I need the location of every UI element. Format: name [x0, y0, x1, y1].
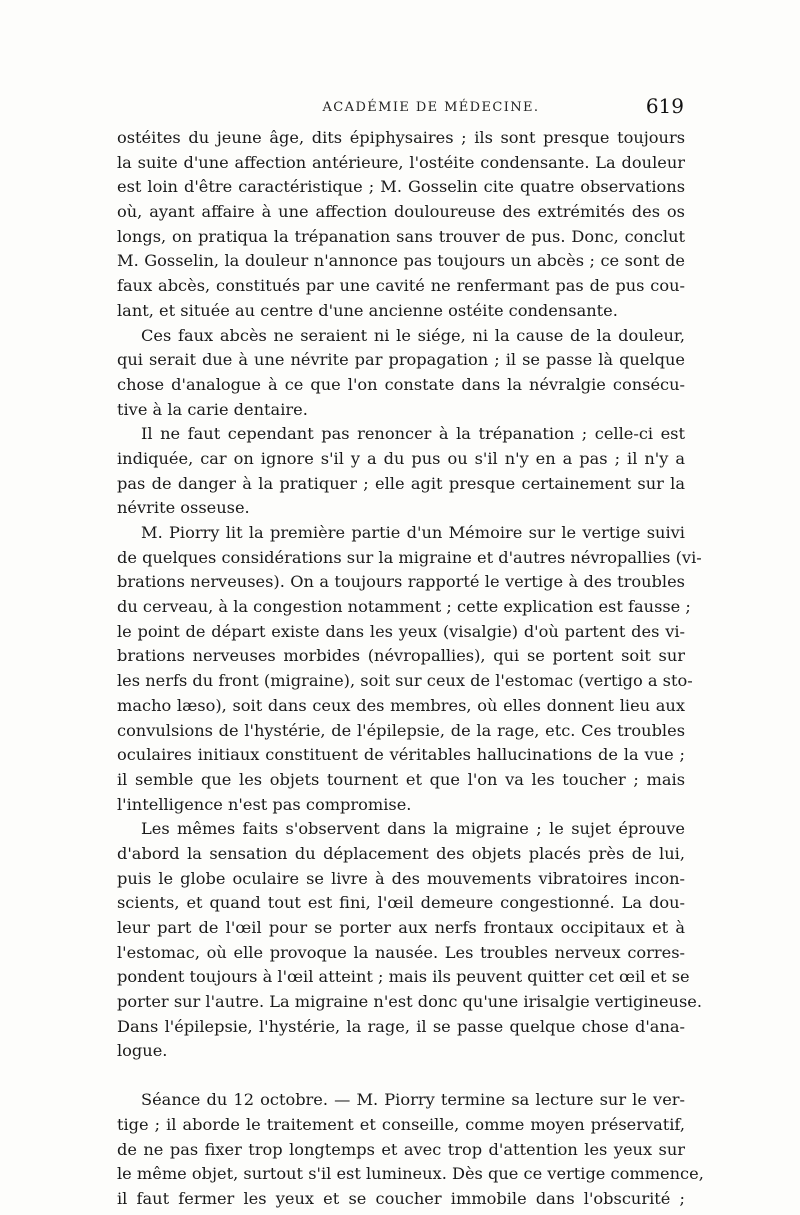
text-line: le même objet, surtout s'il est lumineux. Dès que ce vertige commence,	[117, 1164, 704, 1184]
text-line: les nerfs du front (migraine), soit sur ceux de l'estomac (vertigo a sto-	[117, 671, 693, 691]
text-line: pas de danger à la pratiquer ; elle agit presque certainement sur la	[117, 473, 685, 493]
text-line: porter sur l'autre. La migraine n'est donc qu'une irisalgie vertigineuse.	[117, 992, 703, 1012]
text-line: Ces faux abcès ne seraient ni le siége, ni la cause de la douleur,	[141, 325, 685, 345]
body-text	[117, 126, 704, 1212]
text-line: logue.	[117, 1041, 168, 1061]
running-head	[118, 92, 684, 122]
text-line: est loin d'être caractéristique ; M. Gosselin cite quatre observations	[117, 177, 685, 197]
text-line: oculaires initiaux constituent de véritables hallucinations de la vue ;	[117, 745, 685, 765]
text-line: Séance du 12 octobre. — M. Piorry termine sa lecture sur le ver-	[141, 1090, 685, 1110]
text-line: chose d'analogue à ce que l'on constate dans la névralgie consécu-	[117, 374, 685, 394]
page-number: 619	[645, 94, 684, 118]
text-line: d'abord la sensation du déplacement des objets placés près de lui,	[117, 843, 685, 863]
text-line: le point de départ existe dans les yeux (visalgie) d'où partent des vi-	[117, 621, 685, 641]
paragraph-gap	[117, 1064, 685, 1088]
text-line: M. Piorry lit la première partie d'un Mémoire sur le vertige suivi	[141, 523, 685, 542]
running-title: ACADÉMIE DE MÉDECINE.	[322, 100, 540, 115]
text-line: lant, et située au centre d'une ancienne ostéite condensante.	[117, 300, 618, 320]
text-line: Dans l'épilepsie, l'hystérie, la rage, il se passe quelque chose d'ana-	[117, 1016, 685, 1036]
text-line: il faut fermer les yeux et se coucher immobile dans l'obscurité ;	[117, 1188, 685, 1208]
text-line: scients, et quand tout est fini, l'œil demeure congestionné. La dou-	[117, 893, 685, 913]
text-line: névrite osseuse.	[117, 498, 250, 518]
text-line: pondent toujours à l'œil atteint ; mais ils peuvent quitter cet œil et se	[117, 967, 690, 987]
text-line: M. Gosselin, la douleur n'annonce pas toujours un abcès ; ce sont de	[117, 251, 685, 271]
text-line: de quelques considérations sur la migraine et d'autres névropallies (vi-	[117, 547, 702, 567]
text-line: l'intelligence n'est pas compromise.	[117, 794, 412, 814]
text-line: Les mêmes faits s'observent dans la migraine ; le sujet éprouve	[141, 819, 685, 839]
text-line: brations nerveuses). On a toujours rapporté le vertige à des troubles	[117, 572, 685, 592]
text-line: de ne pas fixer trop longtemps et avec trop d'attention les yeux sur	[117, 1139, 685, 1159]
text-line: faux abcès, constitués par une cavité ne renfermant pas de pus cou-	[117, 276, 685, 296]
text-line: macho læso), soit dans ceux des membres, où elles donnent lieu aux	[117, 695, 685, 715]
text-line: il semble que les objets tournent et que l'on va les toucher ; mais	[117, 769, 685, 789]
text-line: puis le globe oculaire se livre à des mouvements vibratoires incon-	[117, 868, 685, 888]
text-line: ostéites du jeune âge, dits épiphysaires ; ils sont presque toujours	[117, 128, 685, 147]
text-line: l'estomac, où elle provoque la nausée. Les troubles nerveux corres-	[117, 942, 685, 962]
text-line: indiquée, car on ignore s'il y a du pus ou s'il n'y en a pas ; il n'y a	[117, 448, 685, 468]
text-line: tige ; il aborde le traitement et conseille, comme moyen préservatif,	[117, 1114, 685, 1134]
text-line: brations nerveuses morbides (névropallies), qui se portent soit sur	[117, 646, 685, 666]
text-line: leur part de l'œil pour se porter aux nerfs frontaux occipitaux et à	[117, 918, 685, 937]
text-line: Il ne faut cependant pas renoncer à la trépanation ; celle-ci est	[141, 424, 685, 444]
text-line: la suite d'une affection antérieure, l'ostéite condensante. La douleur	[117, 152, 685, 172]
text-line: où, ayant affaire à une affection douloureuse des extrémités des os	[117, 202, 685, 222]
text-line: longs, on pratiqua la trépanation sans trouver de pus. Donc, conclut	[117, 226, 685, 246]
text-line: tive à la carie dentaire.	[117, 399, 308, 419]
text-line: convulsions de l'hystérie, de l'épilepsie, de la rage, etc. Ces troubles	[117, 720, 685, 740]
text-line: qui serait due à une névrite par propagation ; il se passe là quelque	[117, 350, 685, 370]
text-line: du cerveau, à la congestion notamment ; cette explication est fausse ;	[117, 597, 691, 617]
